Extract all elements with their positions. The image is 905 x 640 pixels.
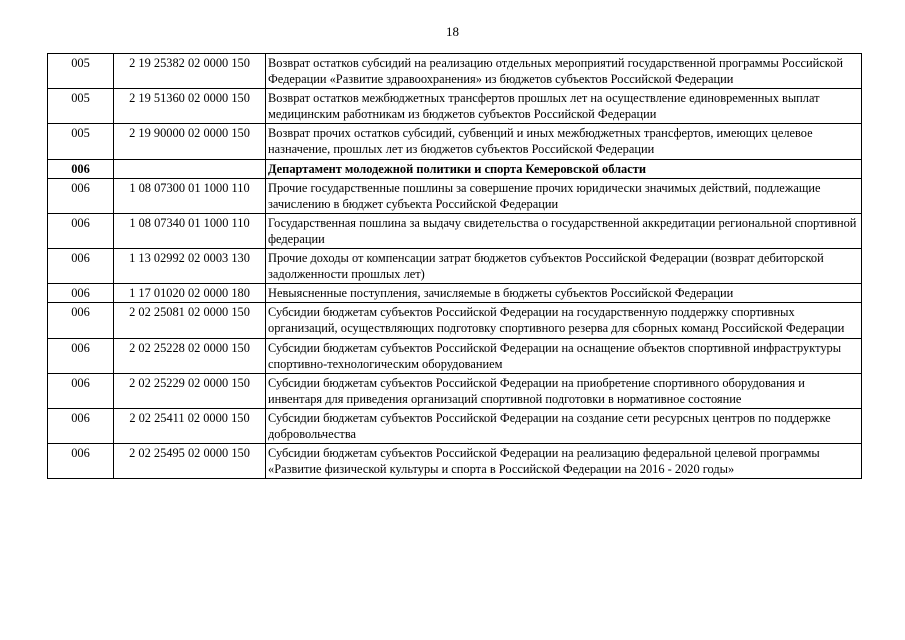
table-section-header-row [48,159,862,178]
table-row [48,213,862,248]
income-name-cell: Государственная пошлина за выдачу свидетельства о государственной аккредитации региональной спортивной федерации [266,213,862,248]
income-name-cell: Субсидии бюджетам субъектов Российской Федерации на создание сети ресурсных центров по поддержке добровольчества [266,408,862,443]
budget-code-cell: 2 02 25081 02 0000 150 [114,303,266,338]
page-number: 18 [446,24,459,39]
table-row [48,178,862,213]
budget-code-cell: 2 19 25382 02 0000 150 [114,54,266,89]
table-row [48,249,862,284]
income-name-cell: Субсидии бюджетам субъектов Российской Федерации на государственную поддержку спортивных организаций, осуществляющих подготовку спортивного резерва для сборных команд Российской Федерации [266,303,862,338]
table-row [48,54,862,89]
admin-code-cell: 005 [48,124,114,159]
admin-code-cell: 005 [48,89,114,124]
table-row [48,338,862,373]
budget-code-cell: 1 17 01020 02 0000 180 [114,284,266,303]
income-name-cell: Невыясненные поступления, зачисляемые в бюджеты субъектов Российской Федерации [266,284,862,303]
admin-code-cell: 006 [48,373,114,408]
table-row [48,124,862,159]
admin-code-cell: 005 [48,54,114,89]
income-name-cell: Возврат остатков межбюджетных трансфертов прошлых лет на осуществление единовременных выплат медицинским работникам из бюджетов субъектов Российской Федерации [266,89,862,124]
table-row [48,303,862,338]
admin-code-cell: 006 [48,444,114,479]
income-name-cell: Возврат прочих остатков субсидий, субвенций и иных межбюджетных трансфертов, имеющих целевое назначение, прошлых лет из бюджетов субъектов Российской Федерации [266,124,862,159]
budget-code-cell [114,159,266,178]
income-name-cell: Субсидии бюджетам субъектов Российской Федерации на реализацию федеральной целевой программы «Развитие физической культуры и спорта в Российской Федерации на 2016 - 2020 годы» [266,444,862,479]
budget-code-cell: 2 02 25495 02 0000 150 [114,444,266,479]
budget-code-cell: 2 02 25411 02 0000 150 [114,408,266,443]
admin-code-cell: 006 [48,213,114,248]
budget-code-cell: 2 19 51360 02 0000 150 [114,89,266,124]
table-row [48,444,862,479]
table-body [48,54,862,479]
income-name-cell: Субсидии бюджетам субъектов Российской Федерации на приобретение спортивного оборудования и инвентаря для приведения организаций спортивной подготовки в нормативное состояние [266,373,862,408]
income-name-cell: Департамент молодежной политики и спорта Кемеровской области [266,159,862,178]
admin-code-cell: 006 [48,284,114,303]
budget-code-cell: 1 08 07340 01 1000 110 [114,213,266,248]
income-name-cell: Субсидии бюджетам субъектов Российской Федерации на оснащение объектов спортивной инфраструктуры спортивно-технологическим оборудованием [266,338,862,373]
income-name-cell: Прочие доходы от компенсации затрат бюджетов субъектов Российской Федерации (возврат дебиторской задолженности прошлых лет) [266,249,862,284]
admin-code-cell: 006 [48,338,114,373]
table-row [48,373,862,408]
budget-code-cell: 2 02 25229 02 0000 150 [114,373,266,408]
admin-code-cell: 006 [48,408,114,443]
table-row [48,89,862,124]
budget-code-cell: 1 08 07300 01 1000 110 [114,178,266,213]
table-row [48,408,862,443]
budget-code-cell: 2 02 25228 02 0000 150 [114,338,266,373]
income-name-cell: Прочие государственные пошлины за совершение прочих юридически значимых действий, подлежащие зачислению в бюджет субъекта Российской Федерации [266,178,862,213]
table-row [48,284,862,303]
budget-code-cell: 1 13 02992 02 0003 130 [114,249,266,284]
admin-code-cell: 006 [48,159,114,178]
revenue-codes-table [47,53,862,479]
income-name-cell: Возврат остатков субсидий на реализацию отдельных мероприятий государственной программы Российской Федерации «Развитие здравоохранения» из бюджетов субъектов Российской Федерации [266,54,862,89]
admin-code-cell: 006 [48,249,114,284]
admin-code-cell: 006 [48,303,114,338]
admin-code-cell: 006 [48,178,114,213]
budget-code-cell: 2 19 90000 02 0000 150 [114,124,266,159]
